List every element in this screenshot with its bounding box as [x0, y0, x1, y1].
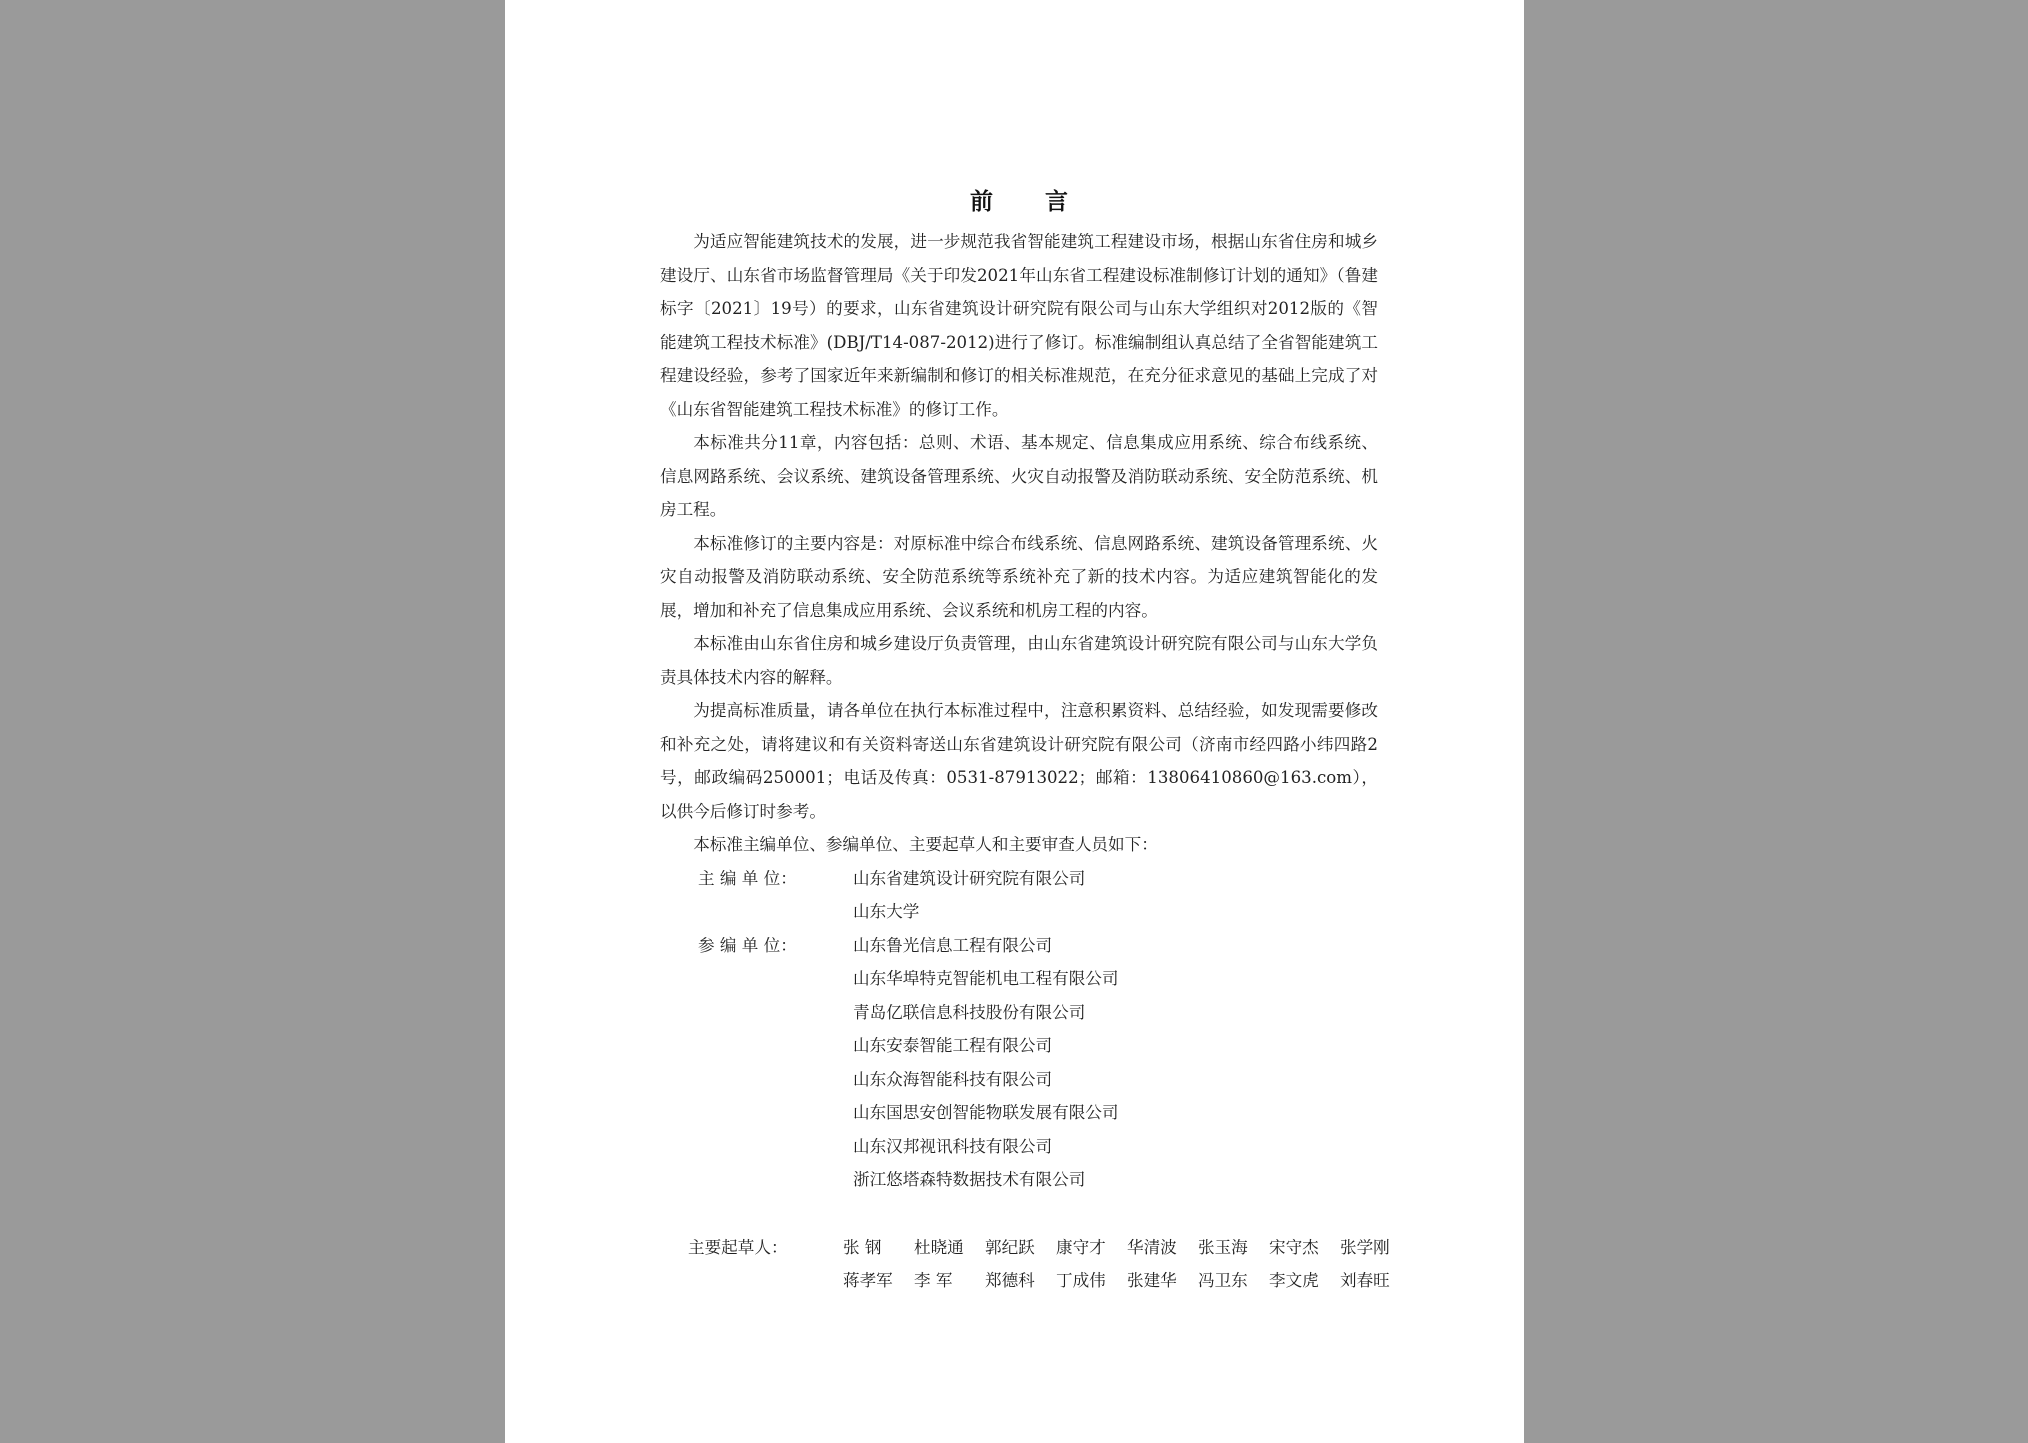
list-item: 浙江悠塔森特数据技术有限公司 — [853, 1170, 1086, 1189]
participating-units-label: 参 编 单 位： — [698, 935, 797, 955]
drafter-name: 杜晓通 — [914, 1237, 964, 1257]
list-item: 山东众海智能科技有限公司 — [853, 1069, 1053, 1089]
drafter-name: 郭纪跃 — [985, 1237, 1035, 1257]
page-content — [660, 185, 1390, 1298]
page-title: 前言 — [970, 188, 1120, 215]
drafter-name: 张学刚 — [1340, 1237, 1390, 1257]
list-item: 山东安泰智能工程有限公司 — [853, 1036, 1053, 1055]
drafter-name: 宋守杰 — [1269, 1237, 1319, 1257]
list-item: 山东鲁光信息工程有限公司 — [853, 935, 1053, 955]
chief-units-list — [853, 862, 1085, 929]
paragraph-2: 本标准共分11章，内容包括：总则、术语、基本规定、信息集成应用系统、综合布线系统、信息网路系统、会议系统、建筑设备管理系统、火灾自动报警及消防联动系统、安全防范系统、机房工程。 — [660, 433, 1378, 519]
list-item: 山东汉邦视讯科技有限公司 — [853, 1136, 1053, 1156]
drafter-name: 郑德科 — [985, 1271, 1035, 1290]
paragraph-1: 为适应智能建筑技术的发展，进一步规范我省智能建筑工程建设市场，根据山东省住房和城乡建设厅、山东省市场监督管理局《关于印发2021年山东省工程建设标准制修订计划的通知》（鲁建标字〔2021〕19号）的要求，山东省建筑设计研究院有限公司与山东大学组织对2012版的《智能建筑工程技术标准》(DBJ/T14-087-2012)进行了修订。标准编制组认真总结了全省智能建筑工程建设经验，参考了国家近年来新编制和修订的相关标准规范，在充分征求意见的基础上完成了对《山东省智能建筑工程技术标准》的修订工作。 — [660, 232, 1378, 419]
participating-units-list — [853, 929, 1119, 1197]
participating-units-block — [660, 929, 1378, 1197]
drafters-block — [660, 1231, 1390, 1298]
drafter-name: 冯卫东 — [1198, 1271, 1248, 1290]
list-item: 山东大学 — [853, 902, 920, 921]
drafter-name: 张 钢 — [843, 1237, 882, 1257]
drafter-name: 康守才 — [1056, 1237, 1106, 1257]
drafter-name: 李 军 — [914, 1271, 953, 1290]
list-item: 山东国思安创智能物联发展有限公司 — [853, 1103, 1119, 1122]
drafter-name: 张建华 — [1127, 1271, 1177, 1290]
drafters-list — [843, 1231, 1411, 1298]
paragraph-5: 为提高标准质量，请各单位在执行本标准过程中，注意积累资料、总结经验，如发现需要修改和补充之处，请将建议和有关资料寄送山东省建筑设计研究院有限公司（济南市经四路小纬四路2号，邮政编码250001；电话及传真：0531-87913022；邮箱：13806410860@163.com），以供今后修订时参考。 — [660, 701, 1378, 821]
list-item: 山东华埠特克智能机电工程有限公司 — [853, 969, 1119, 988]
list-intro: 本标准主编单位、参编单位、主要起草人和主要审查人员如下： — [693, 835, 1158, 854]
list-item: 山东省建筑设计研究院有限公司 — [853, 868, 1086, 888]
chief-units-block — [660, 862, 1378, 929]
chief-units-label: 主 编 单 位： — [698, 868, 797, 888]
paragraph-3: 本标准修订的主要内容是：对原标准中综合布线系统、信息网路系统、建筑设备管理系统、火灾自动报警及消防联动系统、安全防范系统等系统补充了新的技术内容。为适应建筑智能化的发展，增加和补充了信息集成应用系统、会议系统和机房工程的内容。 — [660, 533, 1378, 620]
document-page — [505, 0, 1524, 1443]
drafter-name: 丁成伟 — [1056, 1271, 1106, 1290]
drafters-label: 主要起草人： — [688, 1237, 788, 1257]
drafter-name: 刘春旺 — [1340, 1271, 1390, 1290]
paragraph-4: 本标准由山东省住房和城乡建设厅负责管理，由山东省建筑设计研究院有限公司与山东大学负责具体技术内容的解释。 — [660, 634, 1378, 687]
list-item: 青岛亿联信息科技股份有限公司 — [853, 1002, 1086, 1022]
drafter-name: 蒋孝军 — [843, 1271, 893, 1290]
drafter-name: 华清波 — [1127, 1237, 1177, 1257]
drafter-name: 张玉海 — [1198, 1237, 1248, 1257]
drafter-name: 李文虎 — [1269, 1271, 1319, 1290]
